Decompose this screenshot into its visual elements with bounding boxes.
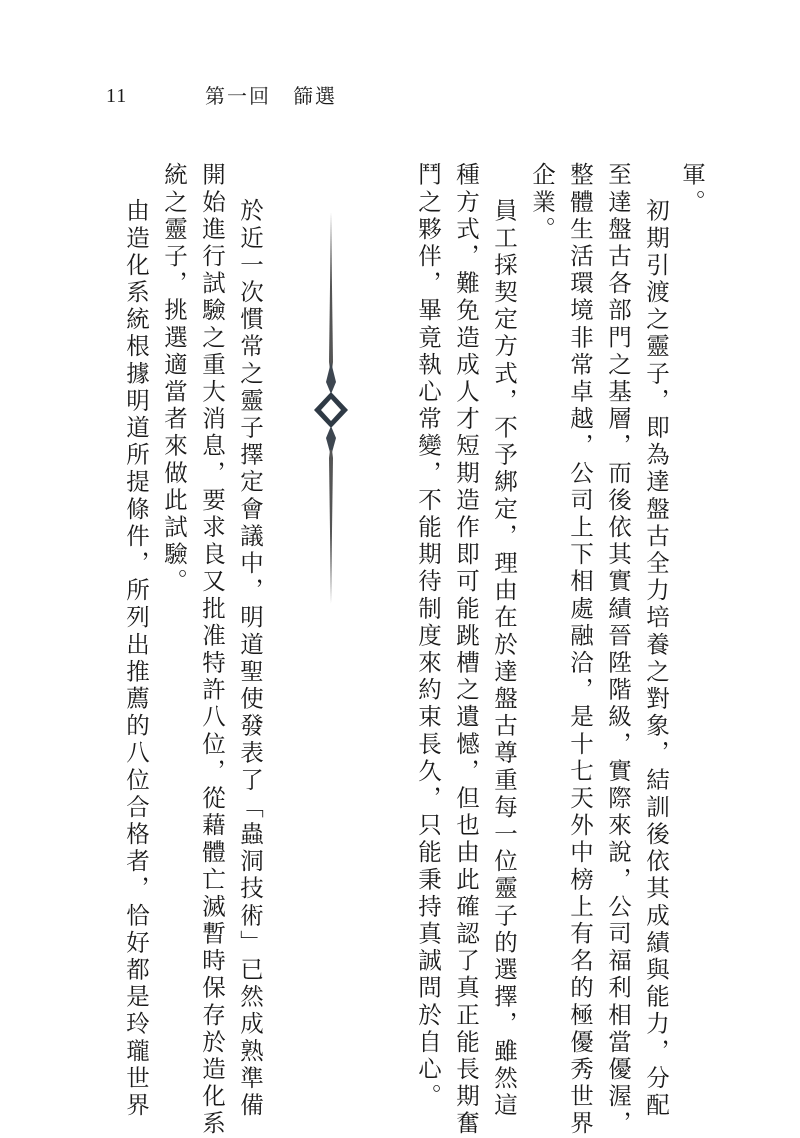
- text-column-5: 企業。: [528, 162, 556, 244]
- text-column-6: 員工採契定方式，不予綁定，理由在於達盤古尊重每一位靈子的選擇，雖然這: [490, 198, 518, 1120]
- text-column-11: 統之靈子，挑選適當者來做此試驗。: [160, 162, 188, 596]
- text-column-12: 由造化系統根據明道所提條件，所列出推薦的八位合格者，恰好都是玲瓏世界: [122, 198, 150, 1120]
- text-column-10: 開始進行試驗之重大消息，要求良又批准特許八位，從藉體亡滅暫時保存於造化系: [198, 162, 226, 1138]
- text-column-7: 種方式，難免造成人才短期造作即可能跳槽之遺憾，但也由此確認了真正能長期奮: [452, 162, 480, 1138]
- section-divider-ornament: [312, 212, 350, 604]
- text-column-4: 整體生活環境非常卓越，公司上下相處融洽，是十七天外中榜上有名的極優秀世界: [566, 162, 594, 1138]
- text-column-8: 鬥之夥伴，畢竟執心常變，不能期待制度來約束長久，只能秉持真誠問於自心。: [414, 162, 442, 1111]
- chapter-title: 第一回 篩選: [205, 84, 337, 108]
- body-text: [100, 162, 706, 1138]
- text-column-1: 軍。: [678, 162, 706, 217]
- text-column-3: 至達盤古各部門之基層，而後依其實績晉陞階級，實際來說，公司福利相當優渥，: [604, 162, 632, 1138]
- text-column-9: 於近一次慣常之靈子擇定會議中，明道聖使發表了「蟲洞技術」已然成熟準備: [236, 198, 264, 1120]
- page-number: 11: [106, 85, 128, 107]
- text-column-2: 初期引渡之靈子，即為達盤古全力培養之對象，結訓後依其成績與能力，分配: [642, 198, 670, 1120]
